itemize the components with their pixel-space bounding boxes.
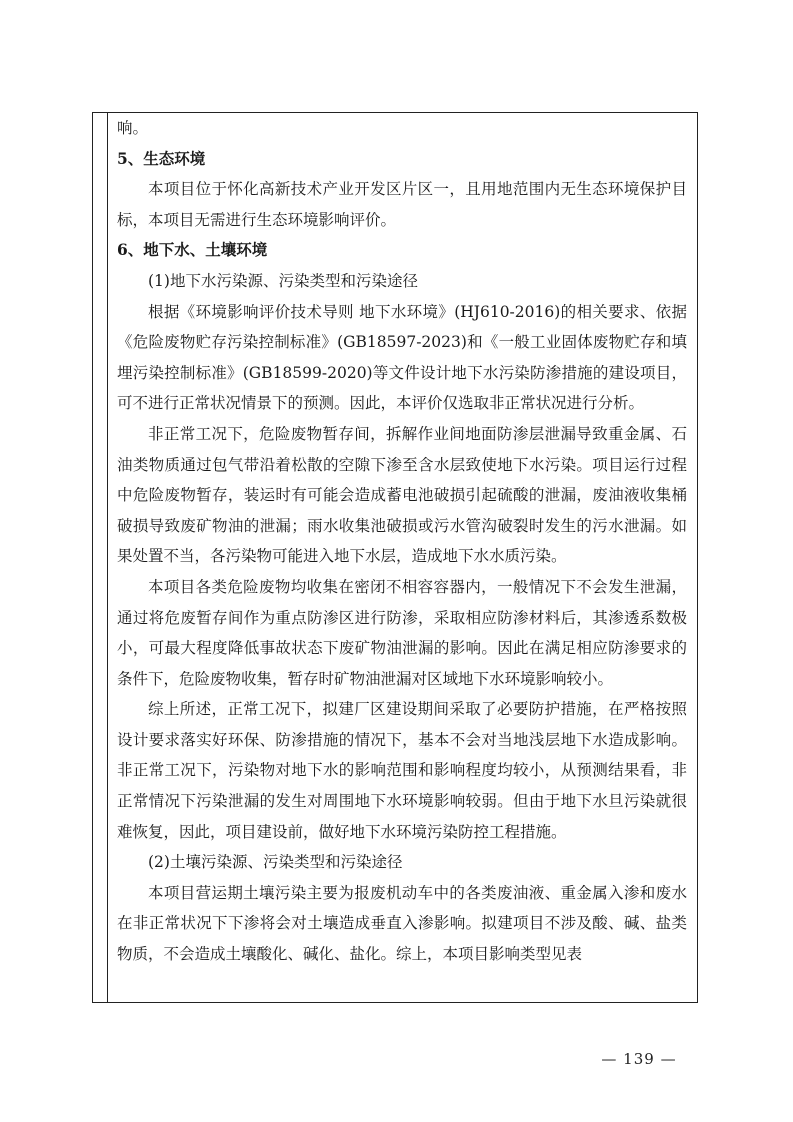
page-number: — 139 — [601,1050,677,1068]
subheading-groundwater: (1)地下水污染源、污染类型和污染途径 [148,271,418,290]
table-left-column-rule [107,113,108,1002]
continuation-text: 响。 [117,119,149,137]
paragraph-soil: 本项目营运期土壤污染主要为报废机动车中的各类废油液、重金属入渗和废水在非正常状况下下渗将会对土壤造成垂直入渗影响。拟建项目不涉及酸、碱、盐类物质，不会造成土壤酸化、碱化、盐化。综上，本项目影响类型见表 [117,883,687,964]
paragraph-summary: 综上所述，正常工况下，拟建厂区建设期间采取了必要防护措施，在严格按照设计要求落实好环保、防渗措施的情况下，基本不会对当地浅层地下水造成影响。非正常工况下，污染物对地下水的影响范围和影响程度均较小，从预测结果看，非正常情况下污染泄漏的发生对周围地下水环境影响较弱。但由于地下水旦污染就很难恢复，因此，项目建设前，做好地下水环境污染防控工程措施。 [117,700,687,841]
table-content-cell [117,113,687,970]
paragraph-standards: 根据《环境影响评价技术导则 地下水环境》(HJ610-2016)的相关要求、依据《危险废物贮存污染控制标准》(GB18597-2023)和《一般工业固体废物贮存和填埋污染控制标准》(GB18599-2020)等文件设计地下水污染防渗措施的建设项目，可不进行正常状况情景下的预测。因此，本评价仅选取非正常状况进行分析。 [117,302,687,413]
paragraph-hazardous-storage: 本项目各类危险废物均收集在密闭不相容容器内，一般情况下不会发生泄漏，通过将危废暂存间作为重点防渗区进行防渗，采取相应防渗材料后，其渗透系数极小，可最大程度降低事故状态下废矿物油泄漏的影响。因此在满足相应防渗要求的条件下，危险废物收集，暂存时矿物油泄漏对区域地下水环境影响较小。 [117,577,687,688]
section-heading-groundwater-soil: 6、地下水、土壤环境 [117,240,268,260]
paragraph-abnormal-conditions: 非正常工况下，危险废物暂存间，拆解作业间地面防渗层泄漏导致重金属、石油类物质通过包气带沿着松散的空隙下渗至含水层致使地下水污染。项目运行过程中危险废物暂存，装运时有可能会造成蓄电池破损引起硫酸的泄漏，废油液收集桶破损导致废矿物油的泄漏；雨水收集池破损或污水管沟破裂时发生的污水泄漏。如果处置不当，各污染物可能进入地下水层，造成地下水水质污染。 [117,424,687,566]
section-heading-ecology: 5、生态环境 [117,148,206,168]
subheading-soil: (2)土壤污染源、污染类型和污染途径 [148,853,403,872]
paragraph-ecology: 本项目位于怀化高新技术产业开发区片区一，且用地范围内无生态环境保护目标，本项目无需进行生态环境影响评价。 [117,180,687,229]
table-frame [92,112,698,1003]
